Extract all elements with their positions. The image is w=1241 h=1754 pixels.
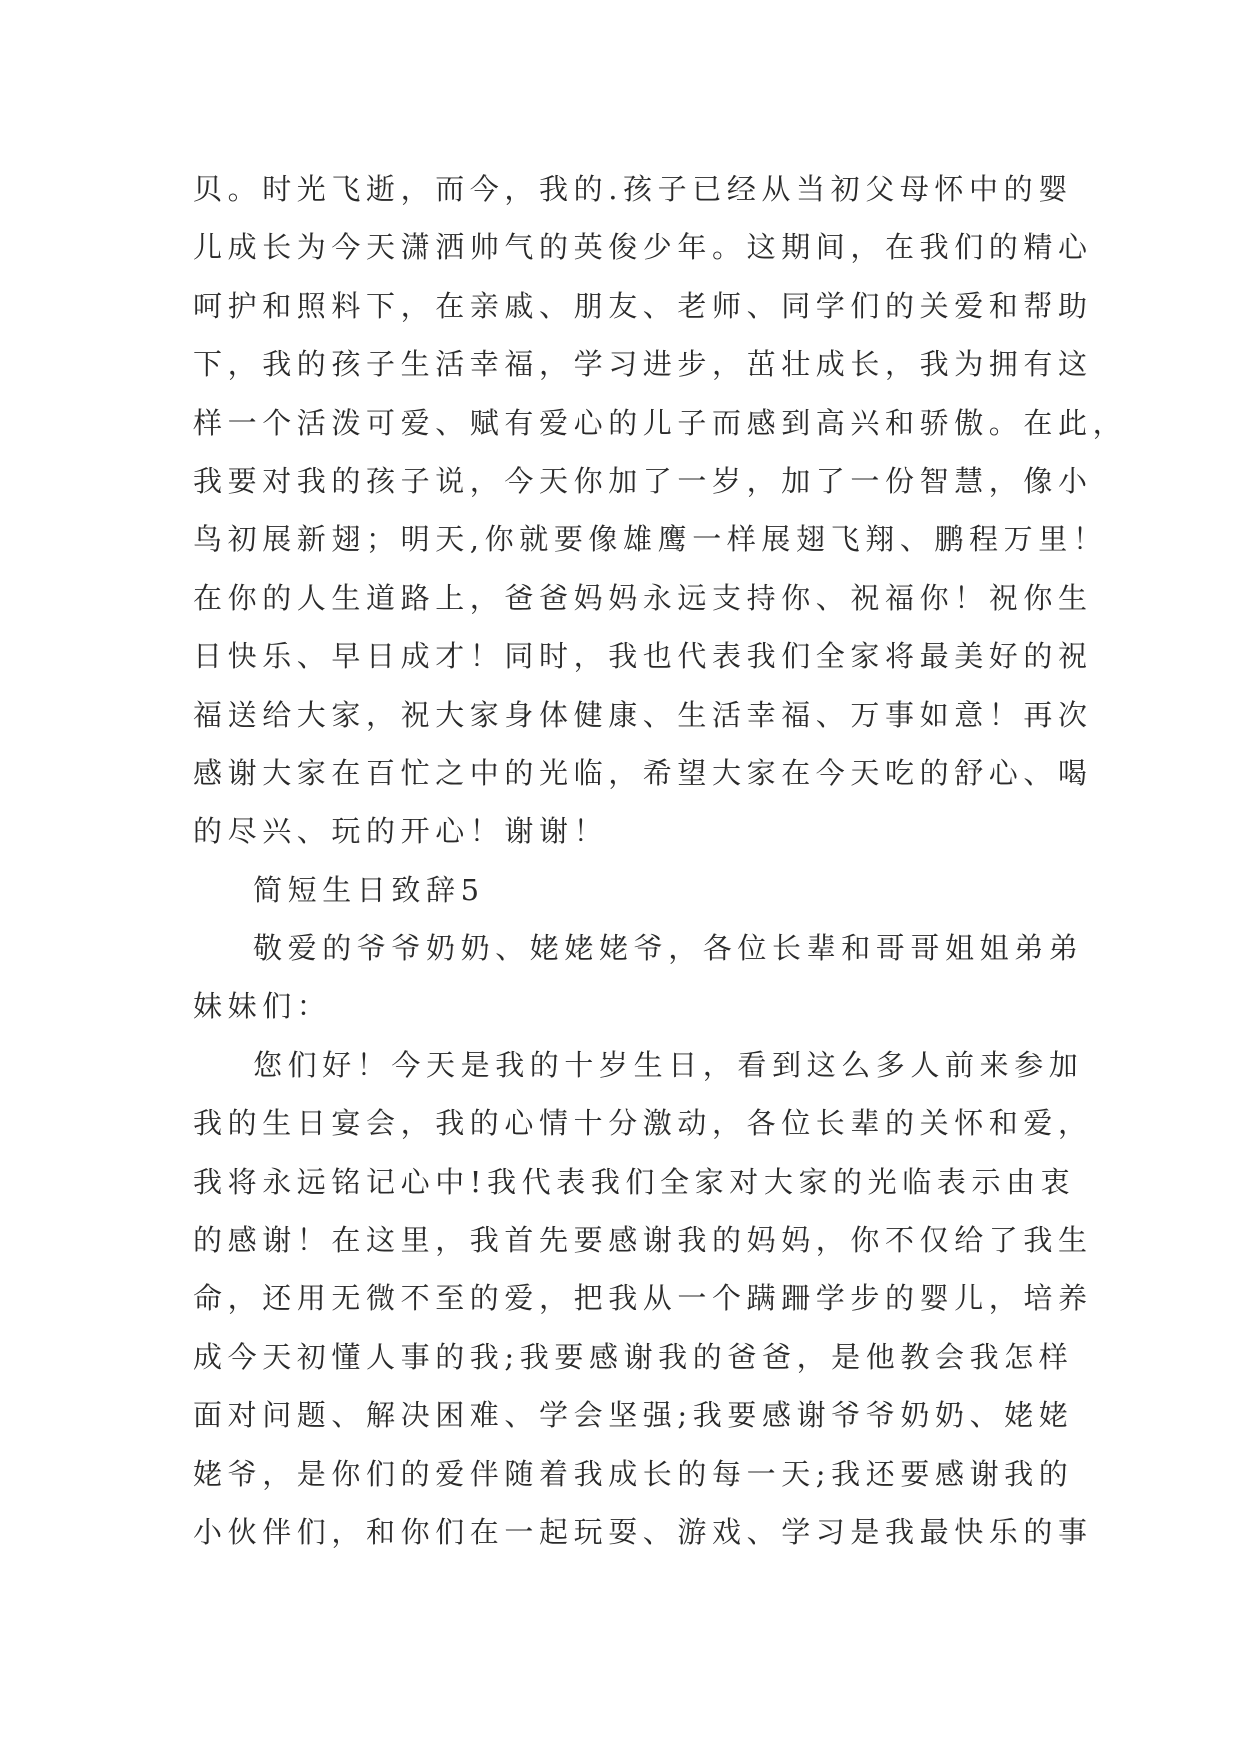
text-line: 面对问题、解决困难、学会坚强;我要感谢爷爷奶奶、姥姥 — [193, 1398, 1074, 1433]
text-line: 儿成长为今天潇洒帅气的英俊少年。这期间，在我们的精心 — [193, 230, 1093, 265]
text-line: 呵护和照料下，在亲戚、朋友、老师、同学们的关爱和帮助 — [193, 288, 1093, 323]
text-line: 的感谢！在这里，我首先要感谢我的妈妈，你不仅给了我生 — [193, 1223, 1093, 1258]
text-line: 我要对我的孩子说，今天你加了一岁，加了一份智慧，像小 — [193, 463, 1093, 498]
paragraph-start-line: 简短生日致辞5 — [253, 872, 485, 907]
text-line: 命，还用无微不至的爱，把我从一个蹒跚学步的婴儿，培养 — [193, 1281, 1093, 1316]
text-line: 日快乐、早日成才！同时，我也代表我们全家将最美好的祝 — [193, 639, 1093, 674]
text-line: 的尽兴、玩的开心！谢谢！ — [193, 814, 609, 849]
text-line: 姥爷，是你们的爱伴随着我成长的每一天;我还要感谢我的 — [193, 1456, 1074, 1491]
text-line: 鸟初展新翅；明天,你就要像雄鹰一样展翅飞翔、鹏程万里！ — [193, 522, 1108, 557]
text-line: 贝。时光飞逝，而今，我的.孩子已经从当初父母怀中的婴 — [193, 172, 1073, 206]
paragraph-start-line: 您们好！今天是我的十岁生日，看到这么多人前来参加 — [253, 1047, 1084, 1082]
text-line: 小伙伴们，和你们在一起玩耍、游戏、学习是我最快乐的事 — [193, 1514, 1093, 1549]
text-line: 样一个活泼可爱、赋有爱心的儿子而感到高兴和骄傲。在此， — [193, 405, 1128, 440]
text-line: 我的生日宴会，我的心情十分激动，各位长辈的关怀和爱， — [193, 1106, 1093, 1141]
text-line: 福送给大家，祝大家身体健康、生活幸福、万事如意！再次 — [193, 697, 1093, 732]
text-line: 我将永远铭记心中!我代表我们全家对大家的光临表示由衷 — [193, 1164, 1076, 1199]
text-line: 妹妹们： — [193, 989, 332, 1024]
text-line: 下，我的孩子生活幸福，学习进步，茁壮成长，我为拥有这 — [193, 347, 1093, 382]
text-line: 在你的人生道路上，爸爸妈妈永远支持你、祝福你！祝你生 — [193, 580, 1093, 615]
text-line: 感谢大家在百忙之中的光临，希望大家在今天吃的舒心、喝 — [193, 755, 1093, 790]
document-body — [193, 160, 1128, 1561]
text-line: 成今天初懂人事的我;我要感谢我的爸爸，是他教会我怎样 — [193, 1339, 1074, 1374]
paragraph-start-line: 敬爱的爷爷奶奶、姥姥姥爷，各位长辈和哥哥姐姐弟弟 — [253, 931, 1084, 966]
